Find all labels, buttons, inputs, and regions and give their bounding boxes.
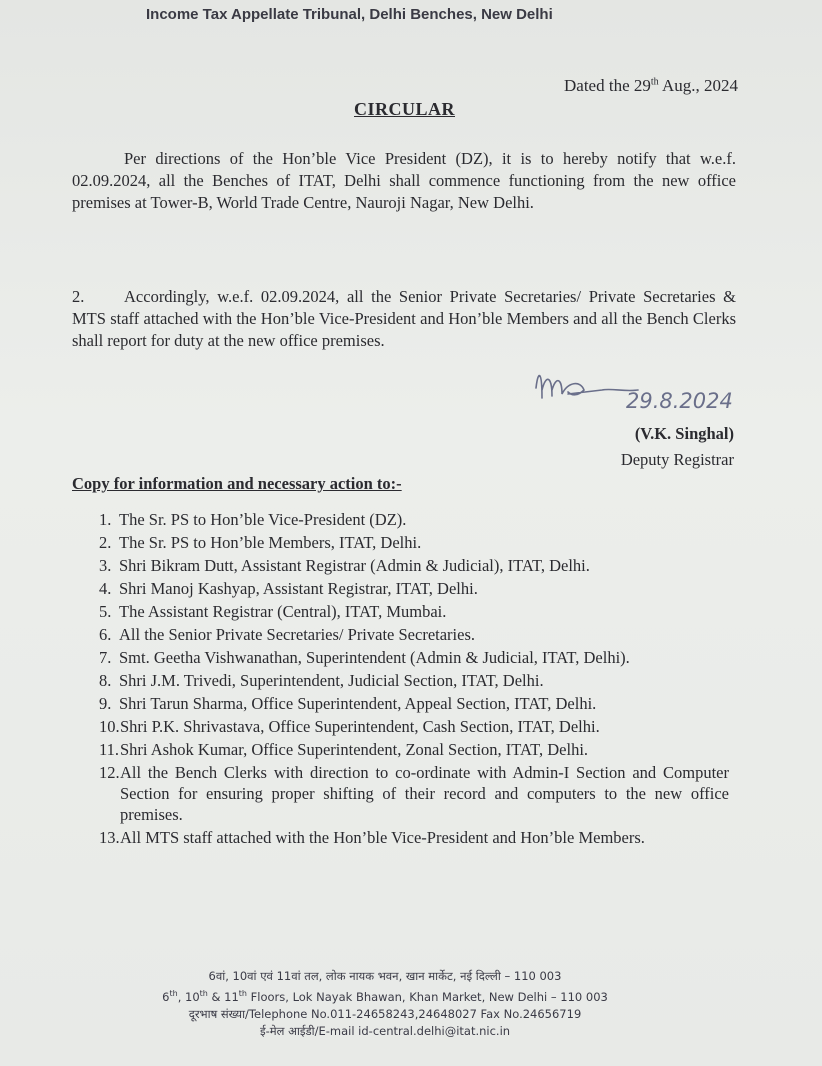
list-item-text: The Assistant Registrar (Central), ITAT, Mumbai.: [119, 602, 447, 621]
footer-hindi-address: 6वां, 10वां एवं 11वां तल, लोक नायक भवन, खान मार्केट, नई दिल्ली – 110 003: [208, 969, 562, 983]
list-item: [99, 739, 729, 760]
list-item-text: Shri Ashok Kumar, Office Superintendent, Zonal Section, ITAT, Delhi.: [120, 740, 589, 759]
list-item: [99, 509, 729, 530]
circular-date: Dated the 29th Aug., 2024: [564, 76, 738, 95]
list-item-number: 1.: [99, 510, 112, 529]
handwritten-signature: [528, 360, 818, 420]
list-item-text: Smt. Geetha Vishwanathan, Superintendent (Admin & Judicial, ITAT, Delhi).: [119, 648, 630, 667]
list-item-number: 13.: [99, 828, 120, 847]
list-item-text: Shri Manoj Kashyap, Assistant Registrar, ITAT, Delhi.: [119, 579, 478, 598]
list-item: [99, 762, 729, 825]
footer-address: [150, 968, 620, 1040]
signatory-designation: Deputy Registrar: [620, 450, 734, 469]
list-item-text: All MTS staff attached with the Hon’ble Vice-President and Hon’ble Members.: [120, 828, 645, 847]
list-item-text: The Sr. PS to Hon’ble Members, ITAT, Delhi.: [119, 533, 422, 552]
distribution-list: [99, 509, 729, 850]
list-item: [99, 624, 729, 645]
list-item: [99, 578, 729, 599]
list-item-text: All the Senior Private Secretaries/ Private Secretaries.: [119, 625, 475, 644]
list-item-number: 8.: [99, 671, 112, 690]
list-item-number: 12.: [99, 763, 120, 782]
list-item: [99, 827, 729, 848]
list-item-number: 10.: [99, 717, 120, 736]
list-item-text: Shri Bikram Dutt, Assistant Registrar (Admin & Judicial), ITAT, Delhi.: [119, 556, 590, 575]
list-item: [99, 716, 729, 737]
list-item-number: 11.: [99, 740, 120, 759]
page-header: Income Tax Appellate Tribunal, Delhi Benches, New Delhi: [146, 6, 553, 23]
list-item-number: 6.: [99, 625, 112, 644]
circular-title: CIRCULAR: [354, 99, 456, 119]
list-item: [99, 670, 729, 691]
signatory-name: (V.K. Singhal): [634, 424, 734, 443]
list-item: [99, 693, 729, 714]
list-item-text: The Sr. PS to Hon’ble Vice-President (DZ).: [119, 510, 407, 529]
list-item-number: 3.: [99, 556, 112, 575]
footer-english-address: 6th, 10th & 11th Floors, Lok Nayak Bhawan, Khan Market, New Delhi – 110 003: [162, 989, 608, 1004]
list-item-number: 4.: [99, 579, 112, 598]
list-item-number: 5.: [99, 602, 112, 621]
list-item-text: Shri J.M. Trivedi, Superintendent, Judicial Section, ITAT, Delhi.: [119, 671, 544, 690]
copy-to-heading: Copy for information and necessary action to:-: [72, 474, 402, 493]
paragraph-2-text: Accordingly, w.e.f. 02.09.2024, all the Senior Private Secretaries/ Private Secretaries & MTS staff attached with the Hon’ble Vice-President and Hon’ble Members and all the Bench Clerks shall report for duty at the new office premises.: [72, 287, 736, 350]
list-item-text: Shri Tarun Sharma, Office Superintendent, Appeal Section, ITAT, Delhi.: [119, 694, 597, 713]
list-item-text: All the Bench Clerks with direction to co-ordinate with Admin-I Section and Computer Section for ensuring proper shifting of their record and computers to the new office premises.: [120, 763, 729, 824]
footer-email: ई-मेल आईडी/E-mail id-central.delhi@itat.nic.in: [259, 1023, 511, 1038]
list-item-text: Shri P.K. Shrivastava, Office Superintendent, Cash Section, ITAT, Delhi.: [120, 717, 600, 736]
list-item: [99, 601, 729, 622]
list-item: [99, 532, 729, 553]
list-item: [99, 647, 729, 668]
paragraph-2: [72, 286, 736, 352]
paragraph-number: 2.: [72, 287, 85, 306]
list-item: [99, 555, 729, 576]
footer-telephone: दूरभाष संख्या/Telephone No.011-24658243,24648027 Fax No.24656719: [188, 1006, 582, 1021]
signature-date: 29.8.2024: [626, 389, 733, 413]
list-item-number: 7.: [99, 648, 112, 667]
list-item-number: 9.: [99, 694, 112, 713]
list-item-number: 2.: [99, 533, 112, 552]
paragraph-1: Per directions of the Hon’ble Vice President (DZ), it is to hereby notify that w.e.f. 02.09.2024, all the Benches of ITAT, Delhi shall commence functioning from the new office premises at Tower-B, World Trade Centre, Nauroji Nagar, New Delhi.: [72, 149, 736, 212]
